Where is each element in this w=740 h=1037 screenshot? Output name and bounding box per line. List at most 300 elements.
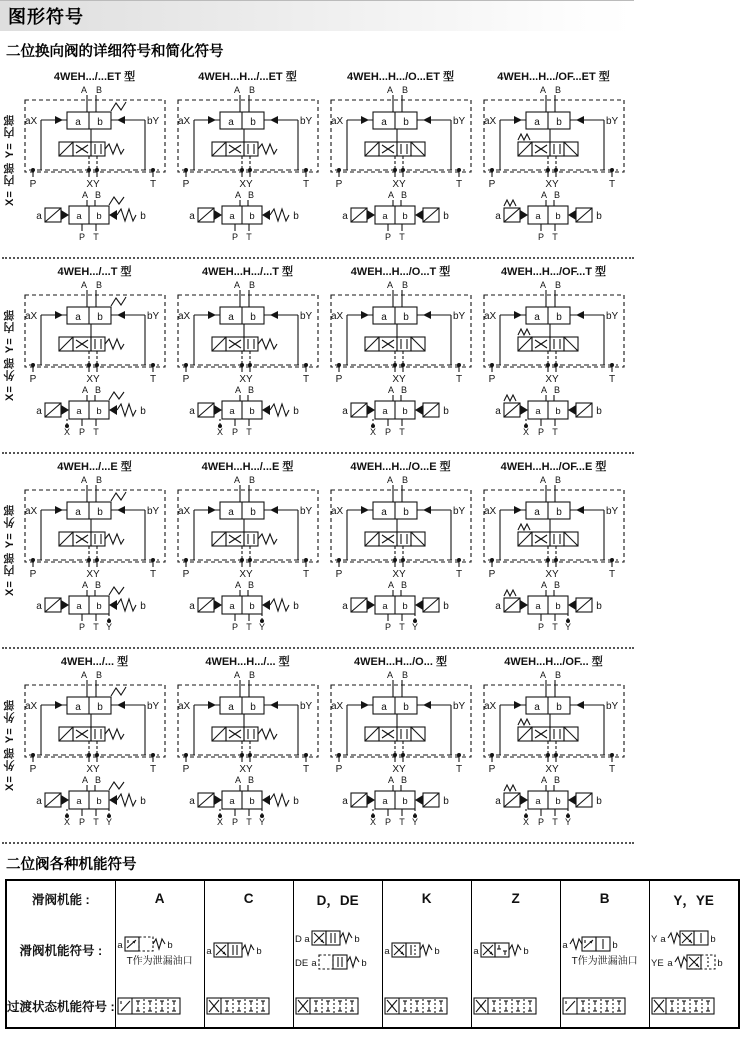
valve-cell	[171, 652, 324, 838]
fn-symbol-variant	[561, 932, 649, 956]
detailed-valve-symbol	[325, 474, 477, 580]
svg-text:P: P	[537, 232, 544, 242]
svg-text:T: T	[149, 764, 156, 775]
svg-text:b: b	[96, 702, 103, 713]
svg-text:B: B	[400, 580, 407, 590]
svg-text:P: P	[29, 179, 36, 190]
svg-text:A: A	[234, 580, 241, 590]
svg-text:T: T	[302, 179, 309, 190]
svg-text:b: b	[554, 211, 561, 222]
svg-text:P: P	[488, 569, 495, 580]
detailed-valve-symbol	[325, 669, 477, 775]
svg-text:A: A	[80, 85, 87, 95]
svg-text:b: b	[292, 601, 299, 612]
svg-text:DE: DE	[294, 958, 308, 969]
svg-text:a: a	[380, 702, 387, 713]
svg-text:b: b	[716, 958, 723, 969]
transition-function-symbol	[205, 996, 273, 1016]
svg-text:b: b	[248, 211, 255, 222]
svg-text:T: T	[302, 374, 309, 385]
svg-text:a: a	[534, 796, 541, 807]
valve-cell-title: 4WEH.../...T 型	[57, 266, 132, 278]
svg-text:B: B	[94, 385, 101, 395]
svg-text:XY: XY	[238, 179, 253, 190]
svg-text:bY: bY	[452, 506, 465, 517]
valve-cell	[324, 67, 477, 253]
svg-text:a: a	[228, 601, 235, 612]
svg-text:P: P	[78, 622, 85, 632]
svg-text:P: P	[488, 764, 495, 775]
svg-text:A: A	[386, 280, 393, 290]
svg-text:aX: aX	[483, 116, 496, 127]
svg-text:a: a	[35, 211, 42, 222]
simplified-valve-symbol	[325, 580, 477, 634]
valve-cell-title: 4WEH...H.../... 型	[205, 656, 290, 668]
svg-text:aX: aX	[177, 116, 190, 127]
svg-text:b: b	[95, 796, 102, 807]
svg-text:b: b	[433, 946, 440, 957]
svg-text:a: a	[341, 796, 348, 807]
svg-text:a: a	[494, 211, 501, 222]
fn-symbol-cell	[382, 916, 471, 984]
svg-text:Y: Y	[564, 622, 571, 632]
simplified-valve-symbol	[19, 190, 171, 244]
valve-cell-title: 4WEH...H.../...E 型	[201, 461, 294, 473]
fn-column-header: Y，YE	[649, 880, 739, 916]
spool-function-symbol	[205, 938, 293, 962]
detailed-valve-symbol	[325, 84, 477, 190]
svg-text:a: a	[341, 211, 348, 222]
svg-text:B: B	[553, 580, 560, 590]
valve-cell-title: 4WEH...H.../OF...T 型	[500, 266, 607, 278]
svg-text:aX: aX	[24, 116, 37, 127]
simplified-valve-symbol	[478, 580, 630, 634]
svg-text:P: P	[537, 427, 544, 437]
spool-function-symbol	[383, 938, 471, 962]
svg-text:bY: bY	[146, 311, 159, 322]
svg-text:a: a	[75, 796, 82, 807]
row-side-label: X= 内部 Y= 内部	[4, 114, 16, 206]
svg-text:b: b	[554, 796, 561, 807]
svg-text:a: a	[35, 406, 42, 417]
svg-text:bY: bY	[299, 116, 312, 127]
svg-text:A: A	[233, 475, 240, 485]
svg-text:P: P	[537, 817, 544, 827]
page-title: 图形符号	[8, 7, 84, 27]
svg-text:bY: bY	[146, 116, 159, 127]
svg-text:P: P	[537, 622, 544, 632]
function-symbol-table	[0, 879, 723, 1029]
simplified-valve-symbol	[325, 385, 477, 439]
detailed-valve-symbol	[172, 84, 324, 190]
svg-text:A: A	[387, 385, 394, 395]
svg-text:XY: XY	[544, 179, 559, 190]
transition-function-symbol	[383, 996, 451, 1016]
svg-text:T: T	[92, 427, 99, 437]
svg-text:aX: aX	[330, 311, 343, 322]
svg-text:Y: Y	[258, 622, 265, 632]
svg-text:b: b	[595, 601, 602, 612]
svg-text:A: A	[540, 580, 547, 590]
svg-text:a: a	[227, 507, 234, 518]
valve-cell	[18, 67, 171, 253]
svg-text:b: b	[139, 406, 146, 417]
svg-text:P: P	[29, 569, 36, 580]
fn-symbol-cell	[471, 916, 560, 984]
svg-text:a: a	[381, 796, 388, 807]
simplified-valve-symbol	[172, 190, 324, 244]
fn-column-header: K	[382, 880, 471, 916]
svg-text:b: b	[554, 406, 561, 417]
svg-text:XY: XY	[85, 179, 100, 190]
fn-symbol-variant	[383, 938, 471, 962]
valve-cell-title: 4WEH...H.../O...T 型	[350, 266, 451, 278]
svg-text:T: T	[245, 427, 252, 437]
fn-symbol-cell	[204, 916, 293, 984]
valve-cell	[324, 457, 477, 643]
svg-text:P: P	[384, 817, 391, 827]
svg-text:XY: XY	[391, 764, 406, 775]
svg-text:bY: bY	[146, 506, 159, 517]
svg-text:P: P	[231, 427, 238, 437]
svg-text:X: X	[216, 817, 223, 827]
svg-text:B: B	[94, 580, 101, 590]
svg-text:P: P	[29, 764, 36, 775]
fn-symbol-variant	[472, 938, 560, 962]
valve-cell	[171, 67, 324, 253]
svg-text:a: a	[534, 601, 541, 612]
svg-text:X: X	[522, 817, 529, 827]
svg-text:YE: YE	[650, 958, 664, 969]
svg-text:a: a	[310, 958, 317, 969]
svg-text:A: A	[540, 190, 547, 200]
svg-text:a: a	[381, 406, 388, 417]
svg-text:b: b	[96, 117, 103, 128]
svg-text:b: b	[402, 117, 409, 128]
valve-cell	[477, 67, 630, 253]
svg-text:B: B	[95, 85, 102, 95]
svg-text:A: A	[234, 190, 241, 200]
svg-text:T: T	[608, 374, 615, 385]
svg-text:T: T	[455, 374, 462, 385]
svg-text:aX: aX	[177, 506, 190, 517]
svg-text:B: B	[247, 385, 254, 395]
svg-text:T: T	[455, 179, 462, 190]
detailed-valve-symbol	[478, 84, 630, 190]
spool-function-symbol	[650, 950, 738, 974]
svg-text:a: a	[228, 211, 235, 222]
svg-text:b: b	[139, 211, 146, 222]
svg-text:a: a	[227, 312, 234, 323]
svg-text:a: a	[116, 940, 123, 951]
svg-text:T: T	[149, 374, 156, 385]
spool-function-symbol	[294, 950, 382, 974]
valve-row-1	[2, 64, 634, 259]
detailed-valve-symbol	[325, 279, 477, 385]
svg-text:a: a	[494, 601, 501, 612]
valve-cell	[477, 457, 630, 643]
transition-function-symbol	[650, 996, 718, 1016]
svg-text:b: b	[442, 211, 449, 222]
simplified-valve-symbol	[172, 385, 324, 439]
svg-text:a: a	[188, 211, 195, 222]
valve-cell	[477, 652, 630, 838]
svg-text:T: T	[245, 232, 252, 242]
svg-text:P: P	[78, 427, 85, 437]
svg-text:A: A	[539, 280, 546, 290]
svg-text:a: a	[188, 796, 195, 807]
svg-text:T: T	[92, 232, 99, 242]
detailed-valve-symbol	[19, 669, 171, 775]
svg-text:A: A	[539, 670, 546, 680]
svg-text:XY: XY	[391, 179, 406, 190]
svg-text:B: B	[248, 85, 255, 95]
svg-text:XY: XY	[238, 764, 253, 775]
fn-transition-cell	[115, 984, 204, 1028]
simplified-valve-symbol	[172, 580, 324, 634]
valve-cell	[18, 457, 171, 643]
detailed-valve-symbol	[478, 669, 630, 775]
fn-transition-cell	[293, 984, 382, 1028]
svg-text:b: b	[402, 507, 409, 518]
svg-text:B: B	[247, 775, 254, 785]
svg-text:bY: bY	[299, 311, 312, 322]
svg-text:b: b	[292, 211, 299, 222]
fn-symbol-note: T作为泄漏油口	[571, 956, 638, 967]
svg-text:A: A	[80, 670, 87, 680]
valve-cell	[18, 262, 171, 448]
svg-text:A: A	[234, 775, 241, 785]
svg-text:P: P	[231, 232, 238, 242]
svg-text:a: a	[494, 796, 501, 807]
row-side-label: X= 外部 Y= 内部	[4, 309, 16, 401]
svg-text:a: a	[341, 601, 348, 612]
svg-text:bY: bY	[299, 506, 312, 517]
svg-text:P: P	[231, 622, 238, 632]
svg-text:Y: Y	[650, 934, 657, 945]
svg-text:bY: bY	[452, 701, 465, 712]
svg-text:P: P	[488, 179, 495, 190]
detailed-valve-symbol	[19, 279, 171, 385]
svg-text:a: a	[533, 312, 540, 323]
valve-row-3	[2, 454, 634, 649]
detailed-valve-symbol	[172, 474, 324, 580]
svg-text:A: A	[233, 670, 240, 680]
spool-function-symbol	[561, 932, 649, 956]
section2-title: 二位阀各种机能符号	[6, 857, 137, 873]
valve-cell	[324, 262, 477, 448]
valve-cell-title: 4WEH.../...E 型	[57, 461, 132, 473]
svg-text:b: b	[95, 601, 102, 612]
svg-text:Y: Y	[258, 817, 265, 827]
spool-function-symbol	[472, 938, 560, 962]
svg-text:T: T	[608, 179, 615, 190]
simplified-valve-symbol	[325, 775, 477, 829]
svg-text:b: b	[292, 796, 299, 807]
simplified-valve-symbol	[478, 385, 630, 439]
svg-text:bY: bY	[605, 506, 618, 517]
svg-text:A: A	[387, 775, 394, 785]
svg-text:A: A	[234, 385, 241, 395]
svg-text:B: B	[401, 85, 408, 95]
valve-cell	[324, 652, 477, 838]
svg-text:b: b	[360, 958, 367, 969]
svg-text:A: A	[539, 85, 546, 95]
svg-text:b: b	[709, 934, 716, 945]
svg-text:a: a	[494, 406, 501, 417]
fn-symbol-variant	[205, 938, 293, 962]
detailed-valve-symbol	[478, 279, 630, 385]
svg-text:bY: bY	[605, 311, 618, 322]
svg-text:Y: Y	[564, 817, 571, 827]
valve-cell-title: 4WEH...H.../...ET 型	[198, 71, 297, 83]
svg-text:b: b	[401, 211, 408, 222]
svg-text:P: P	[335, 374, 342, 385]
fn-transition-cell	[204, 984, 293, 1028]
svg-text:b: b	[554, 601, 561, 612]
svg-text:B: B	[554, 280, 561, 290]
svg-text:XY: XY	[544, 764, 559, 775]
svg-text:a: a	[75, 211, 82, 222]
svg-text:b: b	[522, 946, 529, 957]
simplified-valve-symbol	[478, 190, 630, 244]
svg-text:A: A	[540, 385, 547, 395]
fn-symbol-cell	[115, 916, 204, 984]
transition-function-symbol	[561, 996, 629, 1016]
svg-text:B: B	[247, 190, 254, 200]
svg-text:XY: XY	[85, 569, 100, 580]
valve-cell	[18, 652, 171, 838]
svg-text:A: A	[233, 280, 240, 290]
svg-text:P: P	[335, 179, 342, 190]
svg-text:a: a	[341, 406, 348, 417]
svg-text:P: P	[182, 569, 189, 580]
svg-text:aX: aX	[330, 506, 343, 517]
svg-text:aX: aX	[177, 701, 190, 712]
svg-text:T: T	[398, 622, 405, 632]
svg-text:B: B	[401, 280, 408, 290]
fn-transition-cell	[560, 984, 649, 1028]
svg-text:A: A	[386, 85, 393, 95]
valve-row-4	[2, 649, 634, 844]
svg-text:B: B	[247, 580, 254, 590]
transition-function-symbol	[294, 996, 362, 1016]
svg-text:B: B	[401, 475, 408, 485]
svg-text:b: b	[442, 601, 449, 612]
svg-text:a: a	[74, 312, 81, 323]
svg-text:T: T	[551, 232, 558, 242]
svg-text:XY: XY	[85, 374, 100, 385]
svg-text:P: P	[384, 232, 391, 242]
valve-row-2	[2, 259, 634, 454]
valve-cell-title: 4WEH.../... 型	[60, 656, 129, 668]
simplified-valve-symbol	[19, 580, 171, 634]
svg-text:XY: XY	[238, 569, 253, 580]
transition-function-symbol	[472, 996, 540, 1016]
svg-text:b: b	[249, 312, 256, 323]
svg-text:Y: Y	[105, 817, 112, 827]
valve-cell-title: 4WEH...H.../O...ET 型	[347, 71, 454, 83]
svg-text:b: b	[248, 406, 255, 417]
svg-text:a: a	[380, 507, 387, 518]
svg-text:T: T	[92, 817, 99, 827]
svg-text:A: A	[233, 85, 240, 95]
svg-text:a: a	[74, 507, 81, 518]
svg-text:a: a	[380, 312, 387, 323]
svg-text:a: a	[74, 117, 81, 128]
svg-text:B: B	[94, 190, 101, 200]
svg-text:a: a	[534, 211, 541, 222]
svg-text:a: a	[533, 117, 540, 128]
svg-text:Y: Y	[411, 817, 418, 827]
svg-text:B: B	[95, 670, 102, 680]
svg-text:XY: XY	[391, 569, 406, 580]
svg-text:a: a	[75, 601, 82, 612]
svg-text:A: A	[81, 190, 88, 200]
svg-text:XY: XY	[391, 374, 406, 385]
svg-text:T: T	[608, 569, 615, 580]
simplified-valve-symbol	[19, 385, 171, 439]
svg-text:a: a	[228, 406, 235, 417]
svg-text:B: B	[554, 85, 561, 95]
svg-text:a: a	[35, 601, 42, 612]
svg-text:B: B	[553, 385, 560, 395]
svg-text:XY: XY	[85, 764, 100, 775]
svg-text:b: b	[248, 601, 255, 612]
svg-text:A: A	[386, 475, 393, 485]
svg-text:T: T	[608, 764, 615, 775]
simplified-valve-symbol	[19, 775, 171, 829]
svg-text:XY: XY	[544, 374, 559, 385]
svg-text:T: T	[302, 764, 309, 775]
svg-text:B: B	[248, 280, 255, 290]
svg-text:P: P	[29, 374, 36, 385]
svg-text:a: a	[303, 934, 310, 945]
svg-text:A: A	[81, 385, 88, 395]
svg-text:P: P	[182, 764, 189, 775]
svg-text:P: P	[335, 764, 342, 775]
svg-text:a: a	[35, 796, 42, 807]
svg-text:a: a	[205, 946, 212, 957]
fn-symbol-cell	[560, 916, 649, 984]
svg-text:aX: aX	[330, 701, 343, 712]
fn-transition-cell	[471, 984, 560, 1028]
svg-text:Y: Y	[411, 622, 418, 632]
valve-cell	[477, 262, 630, 448]
function-table	[5, 879, 740, 1029]
svg-text:b: b	[442, 796, 449, 807]
svg-text:a: a	[228, 796, 235, 807]
fn-transition-cell	[649, 984, 739, 1028]
svg-text:P: P	[182, 179, 189, 190]
svg-text:XY: XY	[238, 374, 253, 385]
svg-text:b: b	[555, 507, 562, 518]
section1-title: 二位换向阀的详细符号和简化符号	[6, 44, 224, 60]
svg-text:XY: XY	[544, 569, 559, 580]
svg-text:a: a	[533, 507, 540, 518]
svg-text:aX: aX	[483, 506, 496, 517]
svg-text:A: A	[540, 775, 547, 785]
svg-text:b: b	[401, 796, 408, 807]
detailed-valve-symbol	[19, 84, 171, 190]
spool-function-symbol	[116, 932, 204, 956]
svg-text:T: T	[455, 764, 462, 775]
fn-row-header-1: 滑阀机能 :	[32, 892, 90, 907]
detailed-valve-symbol	[19, 474, 171, 580]
svg-text:bY: bY	[146, 701, 159, 712]
svg-text:b: b	[249, 702, 256, 713]
detailed-valve-symbol	[478, 474, 630, 580]
